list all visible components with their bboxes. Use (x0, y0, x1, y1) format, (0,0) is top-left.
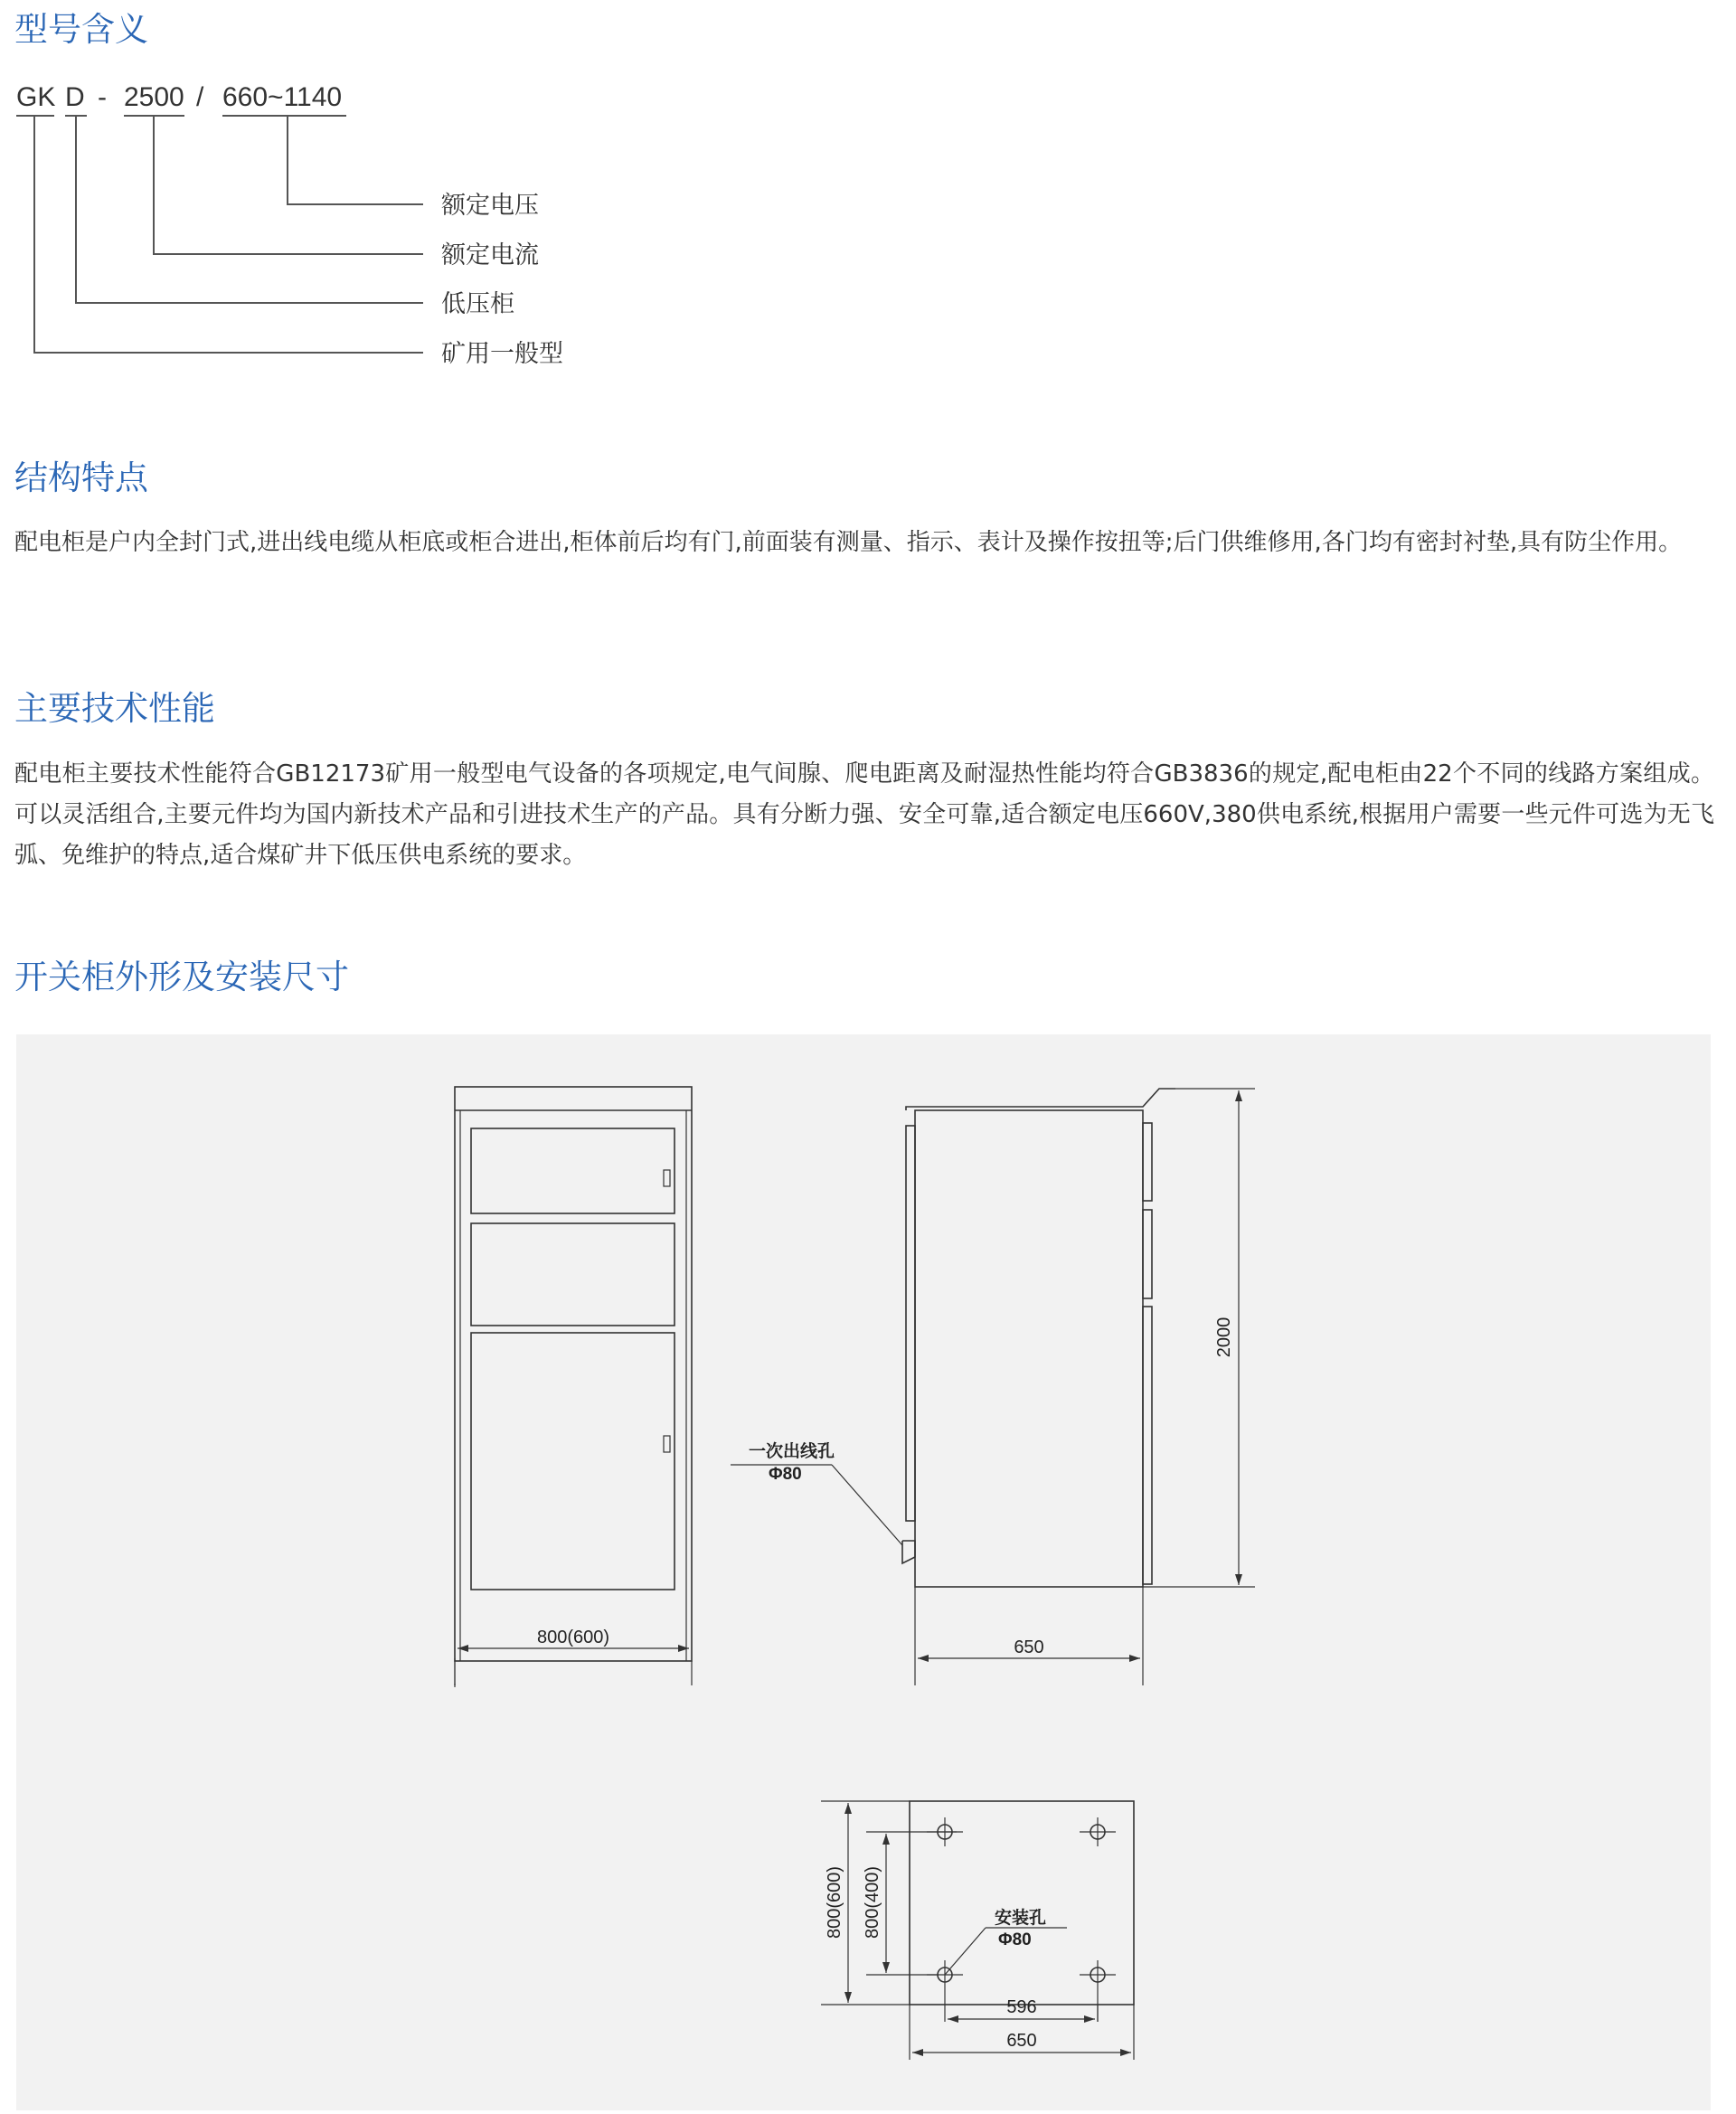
base-depth-outer-arrow-bottom (844, 1992, 852, 2003)
code-part-gk: GK (16, 82, 56, 112)
model-code-diagram (0, 72, 633, 371)
front-dim-arrow-right (678, 1645, 689, 1652)
base-width-outer-arrow-right (1120, 2049, 1131, 2056)
side-height-arrow-bottom (1235, 1574, 1242, 1585)
front-handle-bottom (664, 1436, 670, 1452)
leader-mining (34, 116, 423, 353)
mount-hole-top-right (1080, 1817, 1116, 1846)
base-depth-inner-arrow-bottom (882, 1962, 890, 1973)
base-depth-outer-dimension: 800(600) (825, 1865, 844, 1939)
dimension-drawing-panel (16, 1034, 1711, 2110)
base-width-inner-arrow-left (948, 2015, 958, 2023)
performance-paragraph: 配电柜主要技术性能符合GB12173矿用一般型电气设备的各项规定,电气间腺、爬电距离及耐湿热性能均符合GB3836的规定,配电柜由22个不同的线路方案组成。可以灵活组合,主要元件均为国内新技术产品和引进技术生产的产品。具有分断力强、安全可靠,适合额定电压660V,380供电系统,根据用户需要一些元件可选为无飞弧、免维护的特点,适合煤矿井下低压供电系统的要求。 (14, 760, 1714, 869)
front-door-bottom (471, 1333, 675, 1590)
front-dim-arrow-left (458, 1645, 468, 1652)
mount-hole-diameter: Φ80 (998, 1930, 1032, 1949)
cable-hole-leader (832, 1465, 902, 1545)
cable-hole-label: 一次出线孔 (749, 1442, 835, 1461)
side-view (731, 1089, 1255, 1685)
base-width-inner-dimension: 596 (1006, 1997, 1037, 2017)
section-title-structure: 结构特点 (14, 458, 148, 497)
label-mining-general: 矿用一般型 (441, 340, 563, 367)
mount-hole-top-left (927, 1817, 963, 1846)
side-height-dimension: 2000 (1214, 1317, 1234, 1358)
front-door-middle (471, 1223, 675, 1326)
label-rated-current: 额定电流 (441, 241, 539, 269)
side-height-arrow-top (1235, 1090, 1242, 1101)
base-depth-outer-arrow-top (844, 1803, 852, 1814)
leader-lowvoltage (76, 116, 423, 303)
base-depth-inner-dimension: 800(400) (863, 1865, 882, 1939)
base-width-outer-dimension: 650 (1006, 2031, 1037, 2051)
leader-voltage (288, 116, 423, 204)
front-cabinet-outline (455, 1087, 692, 1661)
section-title-performance: 主要技术性能 (14, 689, 215, 728)
side-cabinet-body (915, 1110, 1143, 1587)
base-width-inner-arrow-right (1084, 2015, 1095, 2023)
cabinet-drawing (16, 1034, 1711, 2110)
front-door-top (471, 1128, 675, 1213)
base-width-outer-arrow-left (912, 2049, 923, 2056)
side-cable-hole-stub (902, 1541, 915, 1563)
code-part-dash: - (98, 82, 107, 112)
section-title-model: 型号含义 (14, 10, 148, 49)
side-top-lip (906, 1089, 1175, 1110)
label-rated-voltage: 额定电压 (441, 192, 539, 219)
code-part-current: 2500 (124, 82, 184, 112)
side-depth-arrow-right (1129, 1655, 1140, 1662)
structure-paragraph: 配电柜是户内全封门式,进出线电缆从柜底或柜合进出,柜体前后均有门,前面装有测量、指示、表计及操作按扭等;后门供维修用,各门均有密封衬垫,具有防尘作用。 (14, 529, 1683, 556)
front-width-dimension: 800(600) (536, 1628, 610, 1647)
side-rear-panel-bottom (1143, 1307, 1152, 1584)
side-depth-dimension: 650 (1014, 1637, 1044, 1657)
side-front-door-edge (906, 1126, 915, 1521)
side-rear-panel-middle (1143, 1210, 1152, 1298)
side-depth-arrow-left (918, 1655, 929, 1662)
code-part-slash: / (196, 82, 204, 112)
cable-hole-diameter: Φ80 (769, 1465, 802, 1484)
base-view (821, 1801, 1134, 2060)
code-part-voltage: 660~1140 (222, 82, 343, 112)
mount-hole-leader (945, 1928, 986, 1975)
label-low-voltage-cabinet: 低压柜 (441, 290, 514, 317)
code-part-d: D (65, 82, 85, 112)
section-title-dimensions: 开关柜外形及安装尺寸 (14, 958, 349, 996)
base-depth-inner-arrow-top (882, 1834, 890, 1845)
side-rear-panel-top (1143, 1123, 1152, 1201)
front-handle-top (664, 1170, 670, 1186)
mount-hole-label: 安装孔 (995, 1909, 1047, 1928)
front-view (455, 1087, 692, 1687)
mount-hole-bottom-left (927, 1960, 963, 2022)
